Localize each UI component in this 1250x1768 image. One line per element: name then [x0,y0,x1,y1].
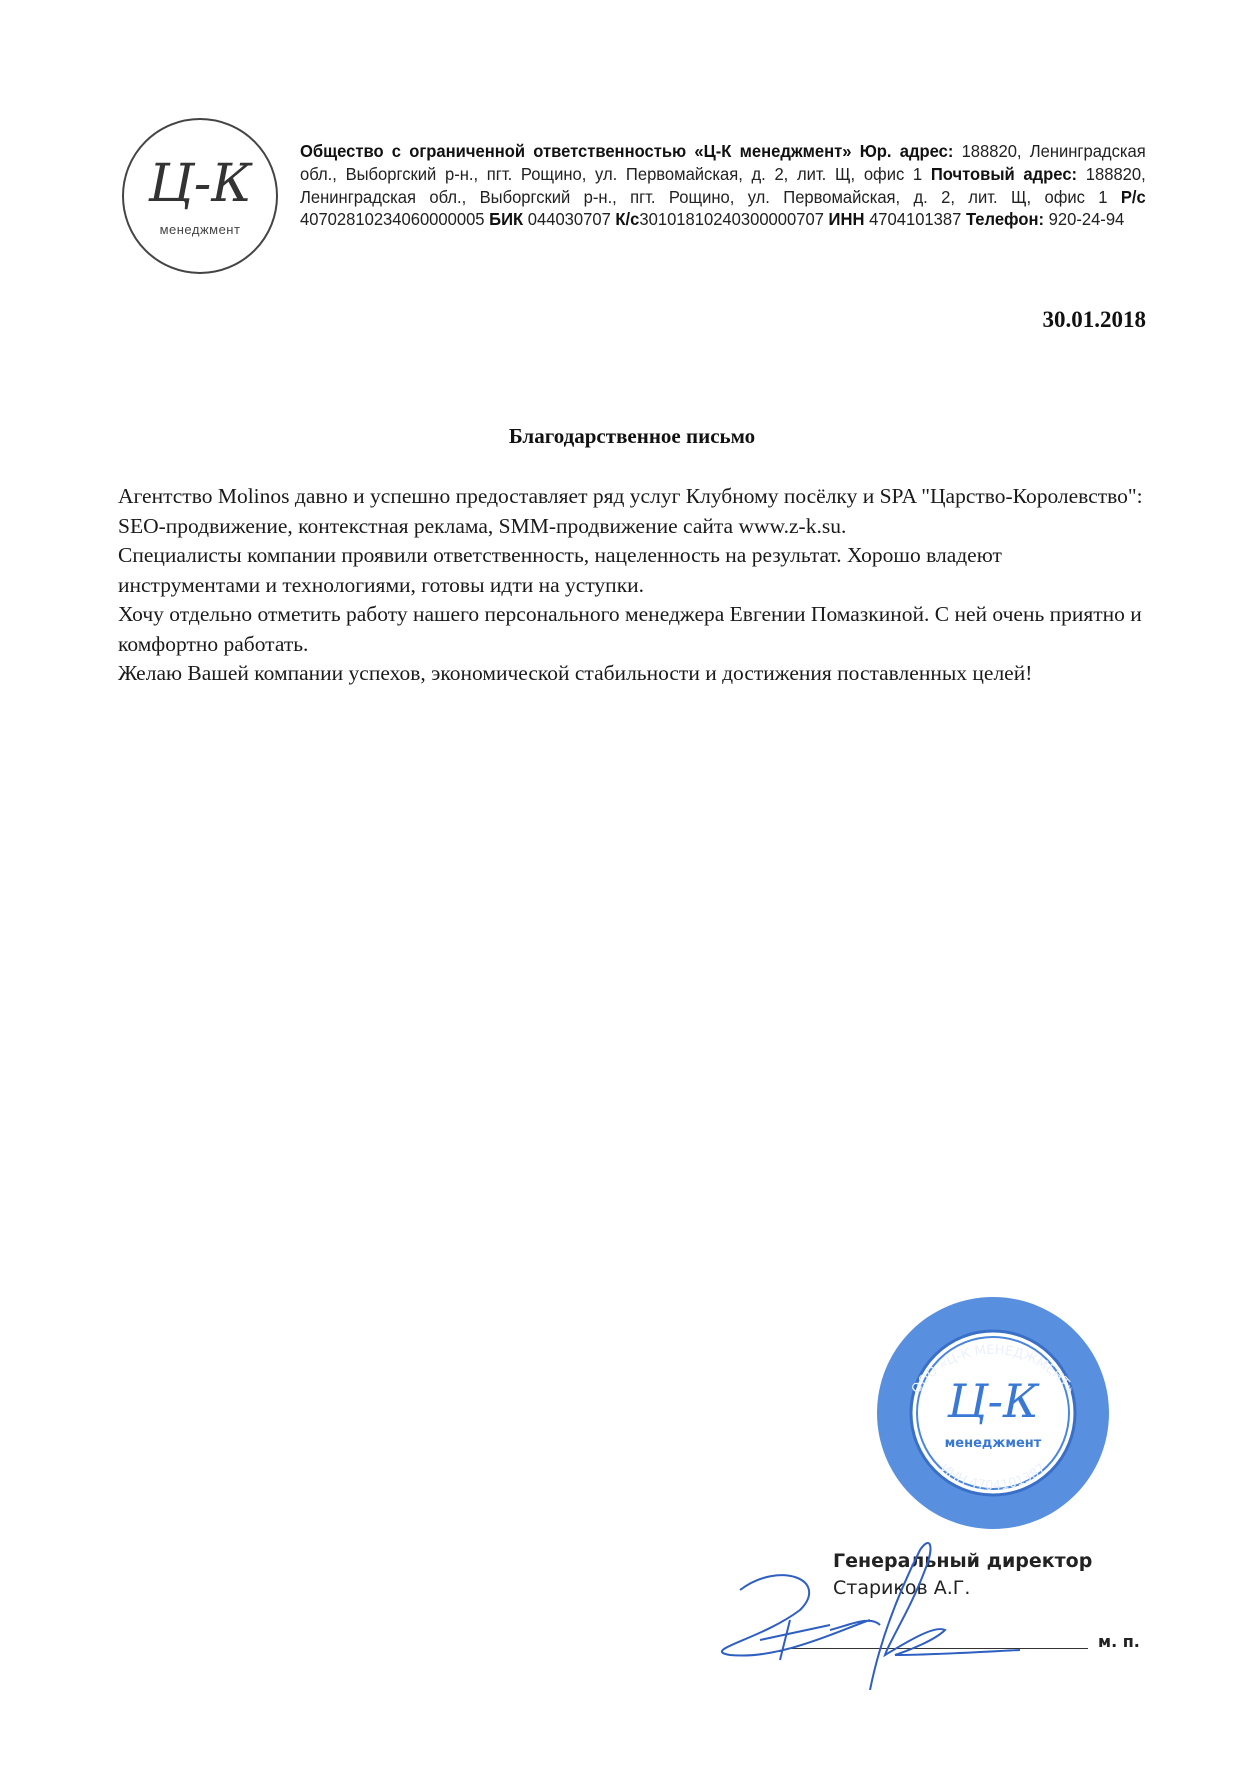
letterhead-details [300,140,1146,231]
paragraph: Агентство Molinos давно и успешно предоставляет ряд услуг Клубному посёлку и SPA "Царство-Королевство": [118,484,1143,508]
legal-address-label: Юр. адрес: [859,141,954,161]
seal-mark: м. п. [1098,1632,1140,1651]
company-logo [122,118,278,274]
account-number: 40702810234060000005 [300,209,485,230]
corr-account: 30101810240300000707 [639,209,824,230]
letter-date: 30.01.2018 [1042,307,1146,332]
bik-number: 044030707 [527,209,611,230]
logo-monogram: Ц-К [148,154,252,214]
postal-address-label: Почтовый адрес: [930,163,1078,184]
paragraph: Специалисты компании проявили ответственность, нацеленность на результат. Хорошо владеют инструментами и технологиями, готовы идти на уступки. [118,543,1002,597]
signatory-name: Стариков А.Г. [833,1577,971,1599]
phone-number: 920-24-94 [1048,209,1125,230]
bik-label: БИК [489,209,524,230]
handwritten-signature [720,1530,1020,1690]
stamp-subtitle: менеджмент [944,1436,1042,1451]
account-label: Р/с [1120,186,1146,207]
postal-address: 188820, Ленинградская обл., Выборгский р-н., пгт. Рощино, ул. Первомайская, д. 2, лит. Щ, офис 1 [300,163,1146,207]
paragraph: Хочу отдельно отметить работу нашего персонального менеджера Евгении Помазкиной. С ней очень приятно и комфортно работать. [118,602,1142,656]
inn-label: ИНН [828,209,865,230]
paragraph: SEO-продвижение, контекстная реклама, SMM-продвижение сайта www.z-k.su. [118,513,847,538]
signatory-role: Генеральный директор [833,1550,1093,1572]
stamp-ring-top: ООО «Ц-К МЕНЕДЖМЕНТ» [908,1342,1078,1397]
paragraph: Желаю Вашей компании успехов, экономической стабильности и достижения поставленных целей! [118,661,1033,685]
corr-account-label: К/с [615,209,640,230]
phone-label: Телефон: [965,209,1045,230]
letter-title: Благодарственное письмо [508,424,756,448]
inn-number: 4704101387 [869,209,962,230]
company-name: Общество с ограниченной ответственностью «Ц-К менеджмент» [300,141,852,161]
stamp-ring-bottom: ИНН 4704101387 [937,1461,1049,1494]
company-stamp [875,1295,1111,1531]
letter-body [118,482,1148,689]
logo-subtitle: менеджмент [159,222,241,237]
stamp-monogram: Ц-К [947,1374,1039,1428]
legal-address: 188820, Ленинградская обл., Выборгский р-н., пгт. Рощино, ул. Первомайская, д. 2, лит. Щ, офис 1 [300,141,1146,184]
